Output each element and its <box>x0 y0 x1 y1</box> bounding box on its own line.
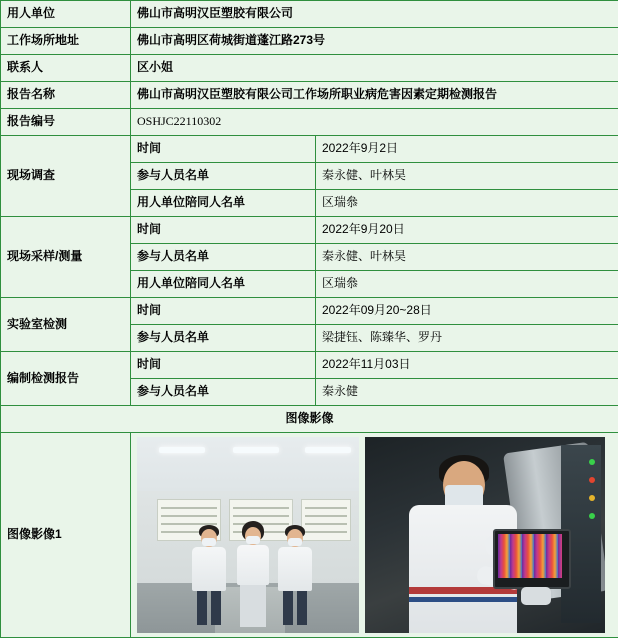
group-2-value-1: 梁捷钰、陈臻华、罗丹 <box>316 325 618 352</box>
photo-b-shirt-stripe <box>409 597 517 602</box>
group-2-value-0: 2022年09月20~28日 <box>316 298 618 325</box>
group-label-site-survey: 现场调查 <box>1 136 131 217</box>
group-1-sublabel-1: 参与人员名单 <box>131 244 316 271</box>
photo-a-ceiling-light <box>233 447 279 453</box>
table-row <box>1 82 618 109</box>
image-row-photos <box>131 433 618 638</box>
group-1-value-1: 秦永健、叶林昊 <box>316 244 618 271</box>
image-row-label: 图像影像1 <box>1 433 131 638</box>
group-0-sublabel-0: 时间 <box>131 136 316 163</box>
table-row <box>1 298 618 325</box>
row-value-employer: 佛山市高明汉臣塑胶有限公司 <box>131 1 618 28</box>
row-label-employer: 用人单位 <box>1 1 131 28</box>
photo-b-indicator-light <box>589 477 595 483</box>
table-row <box>1 433 618 638</box>
row-value-contact: 区小姐 <box>131 55 618 82</box>
photo-a-ceiling <box>137 437 359 492</box>
row-label-report-name: 报告名称 <box>1 82 131 109</box>
group-label-report-compilation: 编制检测报告 <box>1 352 131 406</box>
group-0-value-1: 秦永健、叶林昊 <box>316 163 618 190</box>
group-label-lab-testing: 实验室检测 <box>1 298 131 352</box>
photo-b-indicator-light <box>589 513 595 519</box>
row-label-contact: 联系人 <box>1 55 131 82</box>
table-row <box>1 55 618 82</box>
photo-b-measuring-device <box>493 529 571 589</box>
row-label-address: 工作场所地址 <box>1 28 131 55</box>
group-2-sublabel-1: 参与人员名单 <box>131 325 316 352</box>
group-0-sublabel-2: 用人单位陪同人名单 <box>131 190 316 217</box>
group-1-value-2: 区瑞叅 <box>316 271 618 298</box>
group-3-value-0: 2022年11月03日 <box>316 352 618 379</box>
group-0-sublabel-1: 参与人员名单 <box>131 163 316 190</box>
table-row <box>1 406 618 433</box>
photo-a-ceiling-light <box>159 447 205 453</box>
table-row <box>1 1 618 28</box>
table-row <box>1 28 618 55</box>
photo-b-indicator-light <box>589 459 595 465</box>
row-value-report-code: OSHJC22110302 <box>131 109 618 136</box>
group-label-site-sampling: 现场采样/测量 <box>1 217 131 298</box>
group-0-value-0: 2022年9月2日 <box>316 136 618 163</box>
group-1-sublabel-0: 时间 <box>131 217 316 244</box>
image-section-title: 图像影像 <box>1 406 618 433</box>
photo-a-ceiling-light <box>305 447 351 453</box>
group-3-value-1: 秦永健 <box>316 379 618 406</box>
group-2-sublabel-0: 时间 <box>131 298 316 325</box>
group-1-value-0: 2022年9月20日 <box>316 217 618 244</box>
row-value-address: 佛山市高明区荷城街道蓬江路273号 <box>131 28 618 55</box>
photo-worker-measuring <box>365 437 605 633</box>
group-3-sublabel-0: 时间 <box>131 352 316 379</box>
photo-a-notice-board <box>301 499 351 541</box>
table-row <box>1 352 618 379</box>
photo-site-survey-group <box>137 437 359 633</box>
group-3-sublabel-1: 参与人员名单 <box>131 379 316 406</box>
table-row <box>1 136 618 163</box>
photo-b-device-screen <box>498 534 562 578</box>
group-0-value-2: 区瑞叅 <box>316 190 618 217</box>
table-row <box>1 109 618 136</box>
row-value-report-name: 佛山市高明汉臣塑胶有限公司工作场所职业病危害因素定期检测报告 <box>131 82 618 109</box>
group-1-sublabel-2: 用人单位陪同人名单 <box>131 271 316 298</box>
table-row <box>1 217 618 244</box>
photo-b-indicator-light <box>589 495 595 501</box>
row-label-report-code: 报告编号 <box>1 109 131 136</box>
photo-b-worker-glove <box>521 587 551 605</box>
